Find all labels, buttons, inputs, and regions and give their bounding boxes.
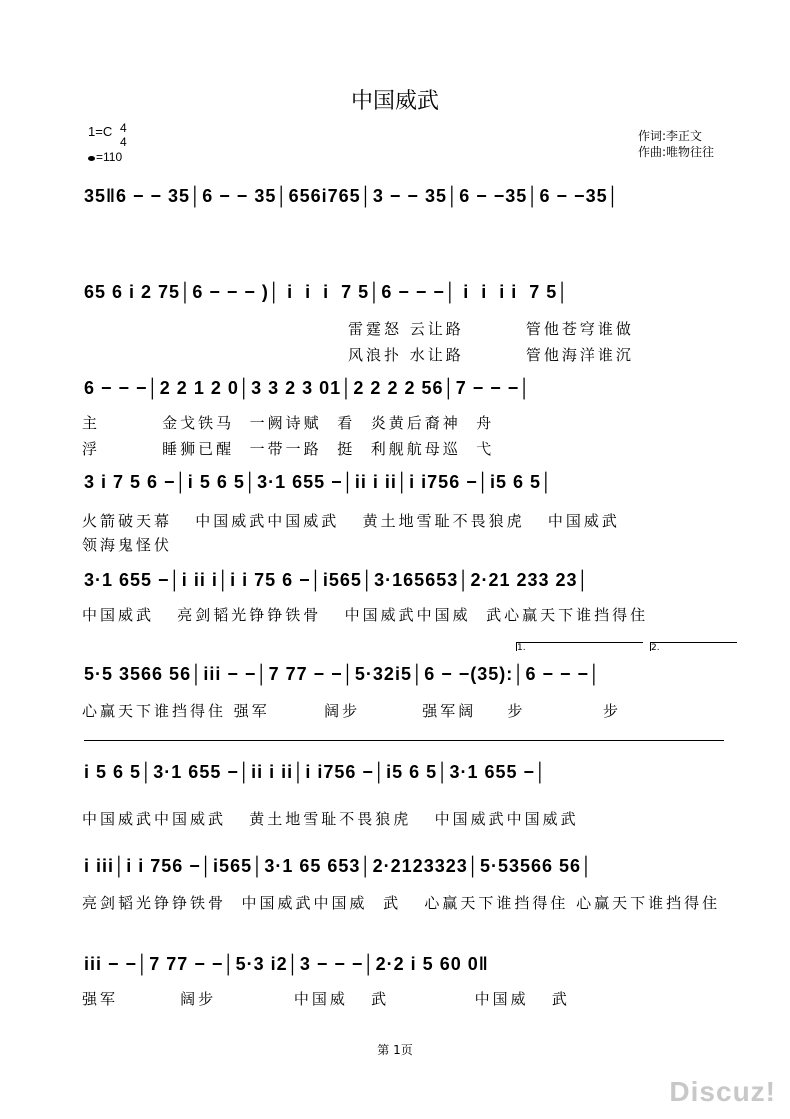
notes: 5·5 3566 56│iii − −│7 77 − −│5·32i5│6 − −(35):│6 − − −│	[84, 664, 602, 684]
song-title: 中国威武	[350, 89, 439, 114]
lyric-line: 主 金戈铁马 一阙诗赋 看 炎黄后裔神 舟	[82, 414, 495, 432]
music-row	[84, 948, 740, 988]
lyric-line: 雷霆怒 云让路 管他苍穹谁做	[348, 320, 634, 338]
first-ending: 1.	[516, 642, 643, 651]
lyric-line: 浮 睡狮已醒 一带一路 挺 利舰航母巡 弋	[82, 440, 495, 458]
music-row	[84, 756, 740, 796]
page-number: 第 1页	[377, 1043, 413, 1057]
music-row	[84, 658, 740, 698]
lyric-line: 风浪扑 水让路 管他海洋谁沉	[348, 346, 634, 364]
lyric-line: 心赢天下谁挡得住 强军 阔步 强军阔 步 步	[82, 702, 622, 720]
tempo-marking	[88, 150, 122, 164]
time-sig-bottom: 4	[120, 135, 127, 149]
notes: iii − −│7 77 − −│5·3 i2│3 − − −│2·2 i 5 60 0‖	[84, 954, 489, 974]
second-ending: 2.	[650, 642, 737, 651]
music-row	[84, 564, 740, 604]
credits	[638, 128, 714, 160]
key-signature: 1=C	[88, 124, 113, 139]
repeat-line	[84, 740, 724, 741]
notes: 3·1 655 −│i ii i│i i 75 6 −│i565│3·165653│2·21 233 23│	[84, 570, 590, 590]
lyric-line: 领海鬼怪伏	[82, 536, 173, 554]
quarter-note-icon	[88, 156, 95, 161]
notes: 65 6 i 2 75│6 − − − )│ i i i 7 5│6 − − −│ i i i i 7 5│	[84, 282, 570, 302]
watermark-logo: Discuz!	[669, 1076, 776, 1107]
lyric-line: 中国威武 亮剑韬光铮铮铁骨 中国威武中国威 武心赢天下谁挡得住	[82, 606, 649, 624]
lyric-line: 强军 阔步 中国威 武 中国威 武	[82, 990, 570, 1008]
lyric-line: 亮剑韬光铮铮铁骨 中国威武中国威 武 心赢天下谁挡得住 心赢天下谁挡得住	[82, 894, 721, 912]
notes: i iii│i i 756 −│i565│3·1 65 653│2·2123323│5·53566 56│	[84, 856, 594, 876]
composer: 作曲:唯物往往	[638, 145, 715, 159]
music-row	[84, 276, 740, 316]
music-row	[84, 466, 740, 506]
time-sig-top: 4	[120, 121, 127, 135]
time-signature	[120, 121, 127, 149]
music-row	[84, 180, 740, 220]
notes: 6 − − −│2 2 1 2 0│3 3 2 3 01│2 2 2 2 56│7 − − −│	[84, 378, 532, 398]
lyric-line: 火箭破天幕 中国威武中国威武 黄土地雪耻不畏狼虎 中国威武	[82, 512, 620, 530]
notes: 3 i 7 5 6 −│i 5 6 5│3·1 655 −│ii i ii│i i756 −│i5 6 5│	[84, 472, 554, 492]
lyricist: 作词:李正文	[638, 129, 703, 143]
notes: i 5 6 5│3·1 655 −│ii i ii│i i756 −│i5 6 5│3·1 655 −│	[84, 762, 548, 782]
tempo-value: =110	[96, 150, 123, 164]
music-row	[84, 850, 740, 890]
lyric-line: 中国威武中国威武 黄土地雪耻不畏狼虎 中国威武中国威武	[82, 810, 579, 828]
music-row	[84, 372, 740, 412]
notes: 35‖6 − − 35│6 − − 35│656i765│3 − − 35│6 − −35│6 − −35│	[84, 186, 620, 206]
